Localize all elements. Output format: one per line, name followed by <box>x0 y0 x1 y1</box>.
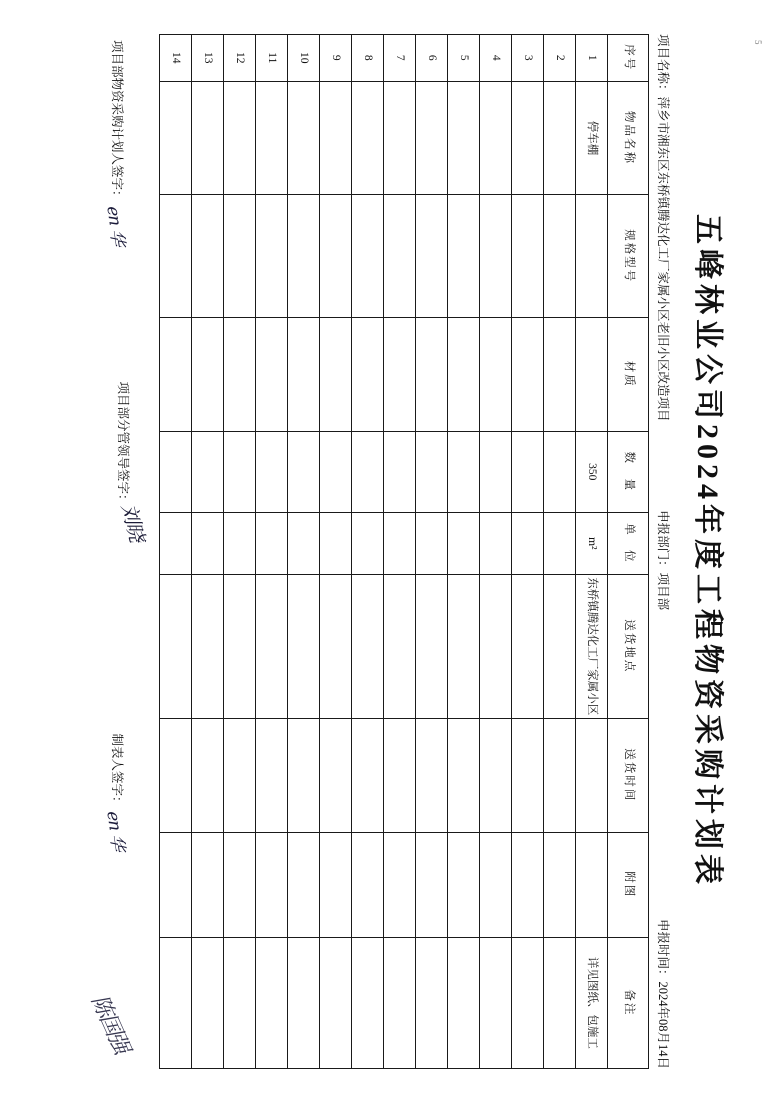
cell-time <box>416 718 448 832</box>
cell-picture <box>224 832 256 937</box>
cell-material <box>480 317 512 431</box>
cell-note <box>512 937 544 1068</box>
cell-quantity <box>512 431 544 512</box>
cell-spec <box>544 195 576 317</box>
cell-name <box>160 81 192 195</box>
cell-name <box>256 81 288 195</box>
planner-signature-field <box>102 34 133 382</box>
procurement-plan-table <box>159 34 649 1069</box>
cell-time <box>224 718 256 832</box>
cell-address <box>256 574 288 718</box>
declare-dept-label: 申报部门： <box>656 510 670 573</box>
cell-picture <box>512 832 544 937</box>
declare-date-field <box>655 919 673 1069</box>
project-name-field <box>655 34 673 510</box>
cell-unit <box>320 512 352 574</box>
cell-index: 11 <box>256 35 288 82</box>
cell-time <box>576 718 608 832</box>
cell-time <box>512 718 544 832</box>
table-row <box>544 35 576 1069</box>
cell-material <box>352 317 384 431</box>
col-header-spec: 规格型号 <box>608 195 649 317</box>
document-meta-row <box>655 34 673 1069</box>
cell-unit <box>352 512 384 574</box>
cell-note: 详见图纸、包施工 <box>576 937 608 1068</box>
cell-note <box>384 937 416 1068</box>
cell-name <box>384 81 416 195</box>
supervisor-signature-label: 项目部分管领导签字： <box>116 381 130 507</box>
cell-name: 停车棚 <box>576 81 608 195</box>
cell-material <box>288 317 320 431</box>
col-header-picture: 附图 <box>608 832 649 937</box>
cell-spec <box>160 195 192 317</box>
cell-address <box>288 574 320 718</box>
col-header-quantity: 数 量 <box>608 431 649 512</box>
cell-address <box>160 574 192 718</box>
table-row <box>352 35 384 1069</box>
cell-spec <box>416 195 448 317</box>
cell-address <box>352 574 384 718</box>
cell-address <box>512 574 544 718</box>
cell-picture <box>416 832 448 937</box>
cell-address <box>192 574 224 718</box>
cell-unit <box>480 512 512 574</box>
cell-note <box>224 937 256 1068</box>
cell-index: 2 <box>544 35 576 82</box>
cell-unit <box>224 512 256 574</box>
declare-dept-value: 项目部 <box>656 572 670 611</box>
cell-material <box>544 317 576 431</box>
cell-material <box>256 317 288 431</box>
cell-quantity <box>352 431 384 512</box>
cell-quantity <box>192 431 224 512</box>
cell-unit <box>448 512 480 574</box>
cell-address <box>544 574 576 718</box>
cell-picture <box>288 832 320 937</box>
cell-name <box>352 81 384 195</box>
col-header-note: 备注 <box>608 937 649 1068</box>
cell-time <box>160 718 192 832</box>
cell-name <box>320 81 352 195</box>
cell-material <box>192 317 224 431</box>
cell-time <box>192 718 224 832</box>
cell-quantity <box>256 431 288 512</box>
cell-index: 6 <box>416 35 448 82</box>
cell-address <box>224 574 256 718</box>
cell-note <box>448 937 480 1068</box>
cell-picture <box>480 832 512 937</box>
cell-spec <box>576 195 608 317</box>
cell-picture <box>160 832 192 937</box>
table-header-row <box>608 35 649 1069</box>
planner-signature-label: 项目部物资采购计划人签字： <box>110 40 124 203</box>
cell-time <box>320 718 352 832</box>
table-row <box>224 35 256 1069</box>
col-header-unit: 单 位 <box>608 512 649 574</box>
cell-note <box>288 937 320 1068</box>
cell-material <box>576 317 608 431</box>
supervisor-signature-field <box>108 381 150 734</box>
cell-spec <box>512 195 544 317</box>
cell-unit: m² <box>576 512 608 574</box>
cell-unit <box>384 512 416 574</box>
cell-spec <box>352 195 384 317</box>
cell-index: 9 <box>320 35 352 82</box>
cell-picture <box>192 832 224 937</box>
cell-spec <box>192 195 224 317</box>
table-row <box>416 35 448 1069</box>
cell-name <box>416 81 448 195</box>
cell-unit <box>416 512 448 574</box>
cell-picture <box>320 832 352 937</box>
cell-index: 7 <box>384 35 416 82</box>
table-header <box>608 35 649 1069</box>
cell-spec <box>288 195 320 317</box>
cell-material <box>384 317 416 431</box>
cell-material <box>320 317 352 431</box>
cell-note <box>320 937 352 1068</box>
cell-address <box>480 574 512 718</box>
cell-spec <box>224 195 256 317</box>
declare-date-label: 申报时间： <box>656 918 670 982</box>
cell-spec <box>480 195 512 317</box>
cell-name <box>544 81 576 195</box>
cell-note <box>416 937 448 1068</box>
cell-picture <box>576 832 608 937</box>
cell-index: 10 <box>288 35 320 82</box>
cell-material <box>512 317 544 431</box>
cell-name <box>448 81 480 195</box>
cell-address <box>448 574 480 718</box>
cell-note <box>544 937 576 1068</box>
page-title: 五峰林业公司2024年度工程物资采购计划表 <box>691 214 724 889</box>
cell-quantity <box>544 431 576 512</box>
cell-time <box>448 718 480 832</box>
cell-name <box>288 81 320 195</box>
cell-index: 3 <box>512 35 544 82</box>
cell-index: 5 <box>448 35 480 82</box>
col-header-address: 送货地点 <box>608 574 649 718</box>
cell-time <box>352 718 384 832</box>
cell-name <box>512 81 544 195</box>
cell-picture <box>352 832 384 937</box>
col-header-time: 送货时间 <box>608 718 649 832</box>
cell-quantity <box>384 431 416 512</box>
table-body <box>160 35 608 1069</box>
cell-material <box>448 317 480 431</box>
cell-unit <box>544 512 576 574</box>
cell-quantity <box>320 431 352 512</box>
cell-note <box>480 937 512 1068</box>
maker-signature-mark: en 华 <box>102 811 128 852</box>
cell-index: 4 <box>480 35 512 82</box>
project-name-value: 萍乡市湘东区东桥镇腾达化工厂家属小区老旧小区改造项目 <box>656 96 670 422</box>
table-row <box>256 35 288 1069</box>
cell-index: 12 <box>224 35 256 82</box>
table-row <box>320 35 352 1069</box>
cell-time <box>288 718 320 832</box>
cell-spec <box>448 195 480 317</box>
cell-quantity: 350 <box>576 431 608 512</box>
cell-spec <box>320 195 352 317</box>
cell-time <box>544 718 576 832</box>
supervisor-signature-mark: 刘晓 <box>116 500 150 544</box>
cell-address <box>416 574 448 718</box>
cell-index: 8 <box>352 35 384 82</box>
table-row <box>576 35 608 1069</box>
cell-address: 东桥镇腾达化工厂家属小区 <box>576 574 608 718</box>
cell-quantity <box>416 431 448 512</box>
col-header-index: 序号 <box>608 35 649 82</box>
cell-name <box>192 81 224 195</box>
project-name-label: 项目名称： <box>656 34 670 97</box>
cell-address <box>320 574 352 718</box>
declare-date-value: 2024年08月14日 <box>656 981 670 1069</box>
col-header-material: 材质 <box>608 317 649 431</box>
cell-note <box>160 937 192 1068</box>
cell-time <box>384 718 416 832</box>
cell-time <box>256 718 288 832</box>
cell-quantity <box>480 431 512 512</box>
table-row <box>512 35 544 1069</box>
table-row <box>192 35 224 1069</box>
cell-name <box>480 81 512 195</box>
cell-time <box>480 718 512 832</box>
cell-picture <box>256 832 288 937</box>
signature-row <box>86 34 150 1069</box>
corner-page-mark: 5 <box>753 40 763 45</box>
cell-quantity <box>288 431 320 512</box>
planner-signature-mark: en 华 <box>102 205 128 246</box>
table-row <box>384 35 416 1069</box>
cell-index: 14 <box>160 35 192 82</box>
cell-index: 13 <box>192 35 224 82</box>
cell-material <box>160 317 192 431</box>
cell-picture <box>384 832 416 937</box>
cell-name <box>224 81 256 195</box>
cell-unit <box>192 512 224 574</box>
cell-quantity <box>160 431 192 512</box>
cell-material <box>224 317 256 431</box>
cell-picture <box>544 832 576 937</box>
cell-address <box>384 574 416 718</box>
table-row <box>160 35 192 1069</box>
col-header-name: 物品名称 <box>608 81 649 195</box>
cell-index: 1 <box>576 35 608 82</box>
cell-unit <box>512 512 544 574</box>
cell-unit <box>288 512 320 574</box>
handwritten-stamp-mark: 陈国强 <box>86 991 134 1057</box>
maker-signature-label: 制表人签字： <box>110 733 124 809</box>
cell-note <box>352 937 384 1068</box>
declare-dept-field <box>655 510 673 727</box>
table-row <box>448 35 480 1069</box>
table-row <box>288 35 320 1069</box>
cell-spec <box>256 195 288 317</box>
cell-note <box>256 937 288 1068</box>
cell-unit <box>256 512 288 574</box>
cell-material <box>416 317 448 431</box>
cell-picture <box>448 832 480 937</box>
table-row <box>480 35 512 1069</box>
cell-unit <box>160 512 192 574</box>
cell-quantity <box>224 431 256 512</box>
cell-note <box>192 937 224 1068</box>
cell-quantity <box>448 431 480 512</box>
cell-spec <box>384 195 416 317</box>
